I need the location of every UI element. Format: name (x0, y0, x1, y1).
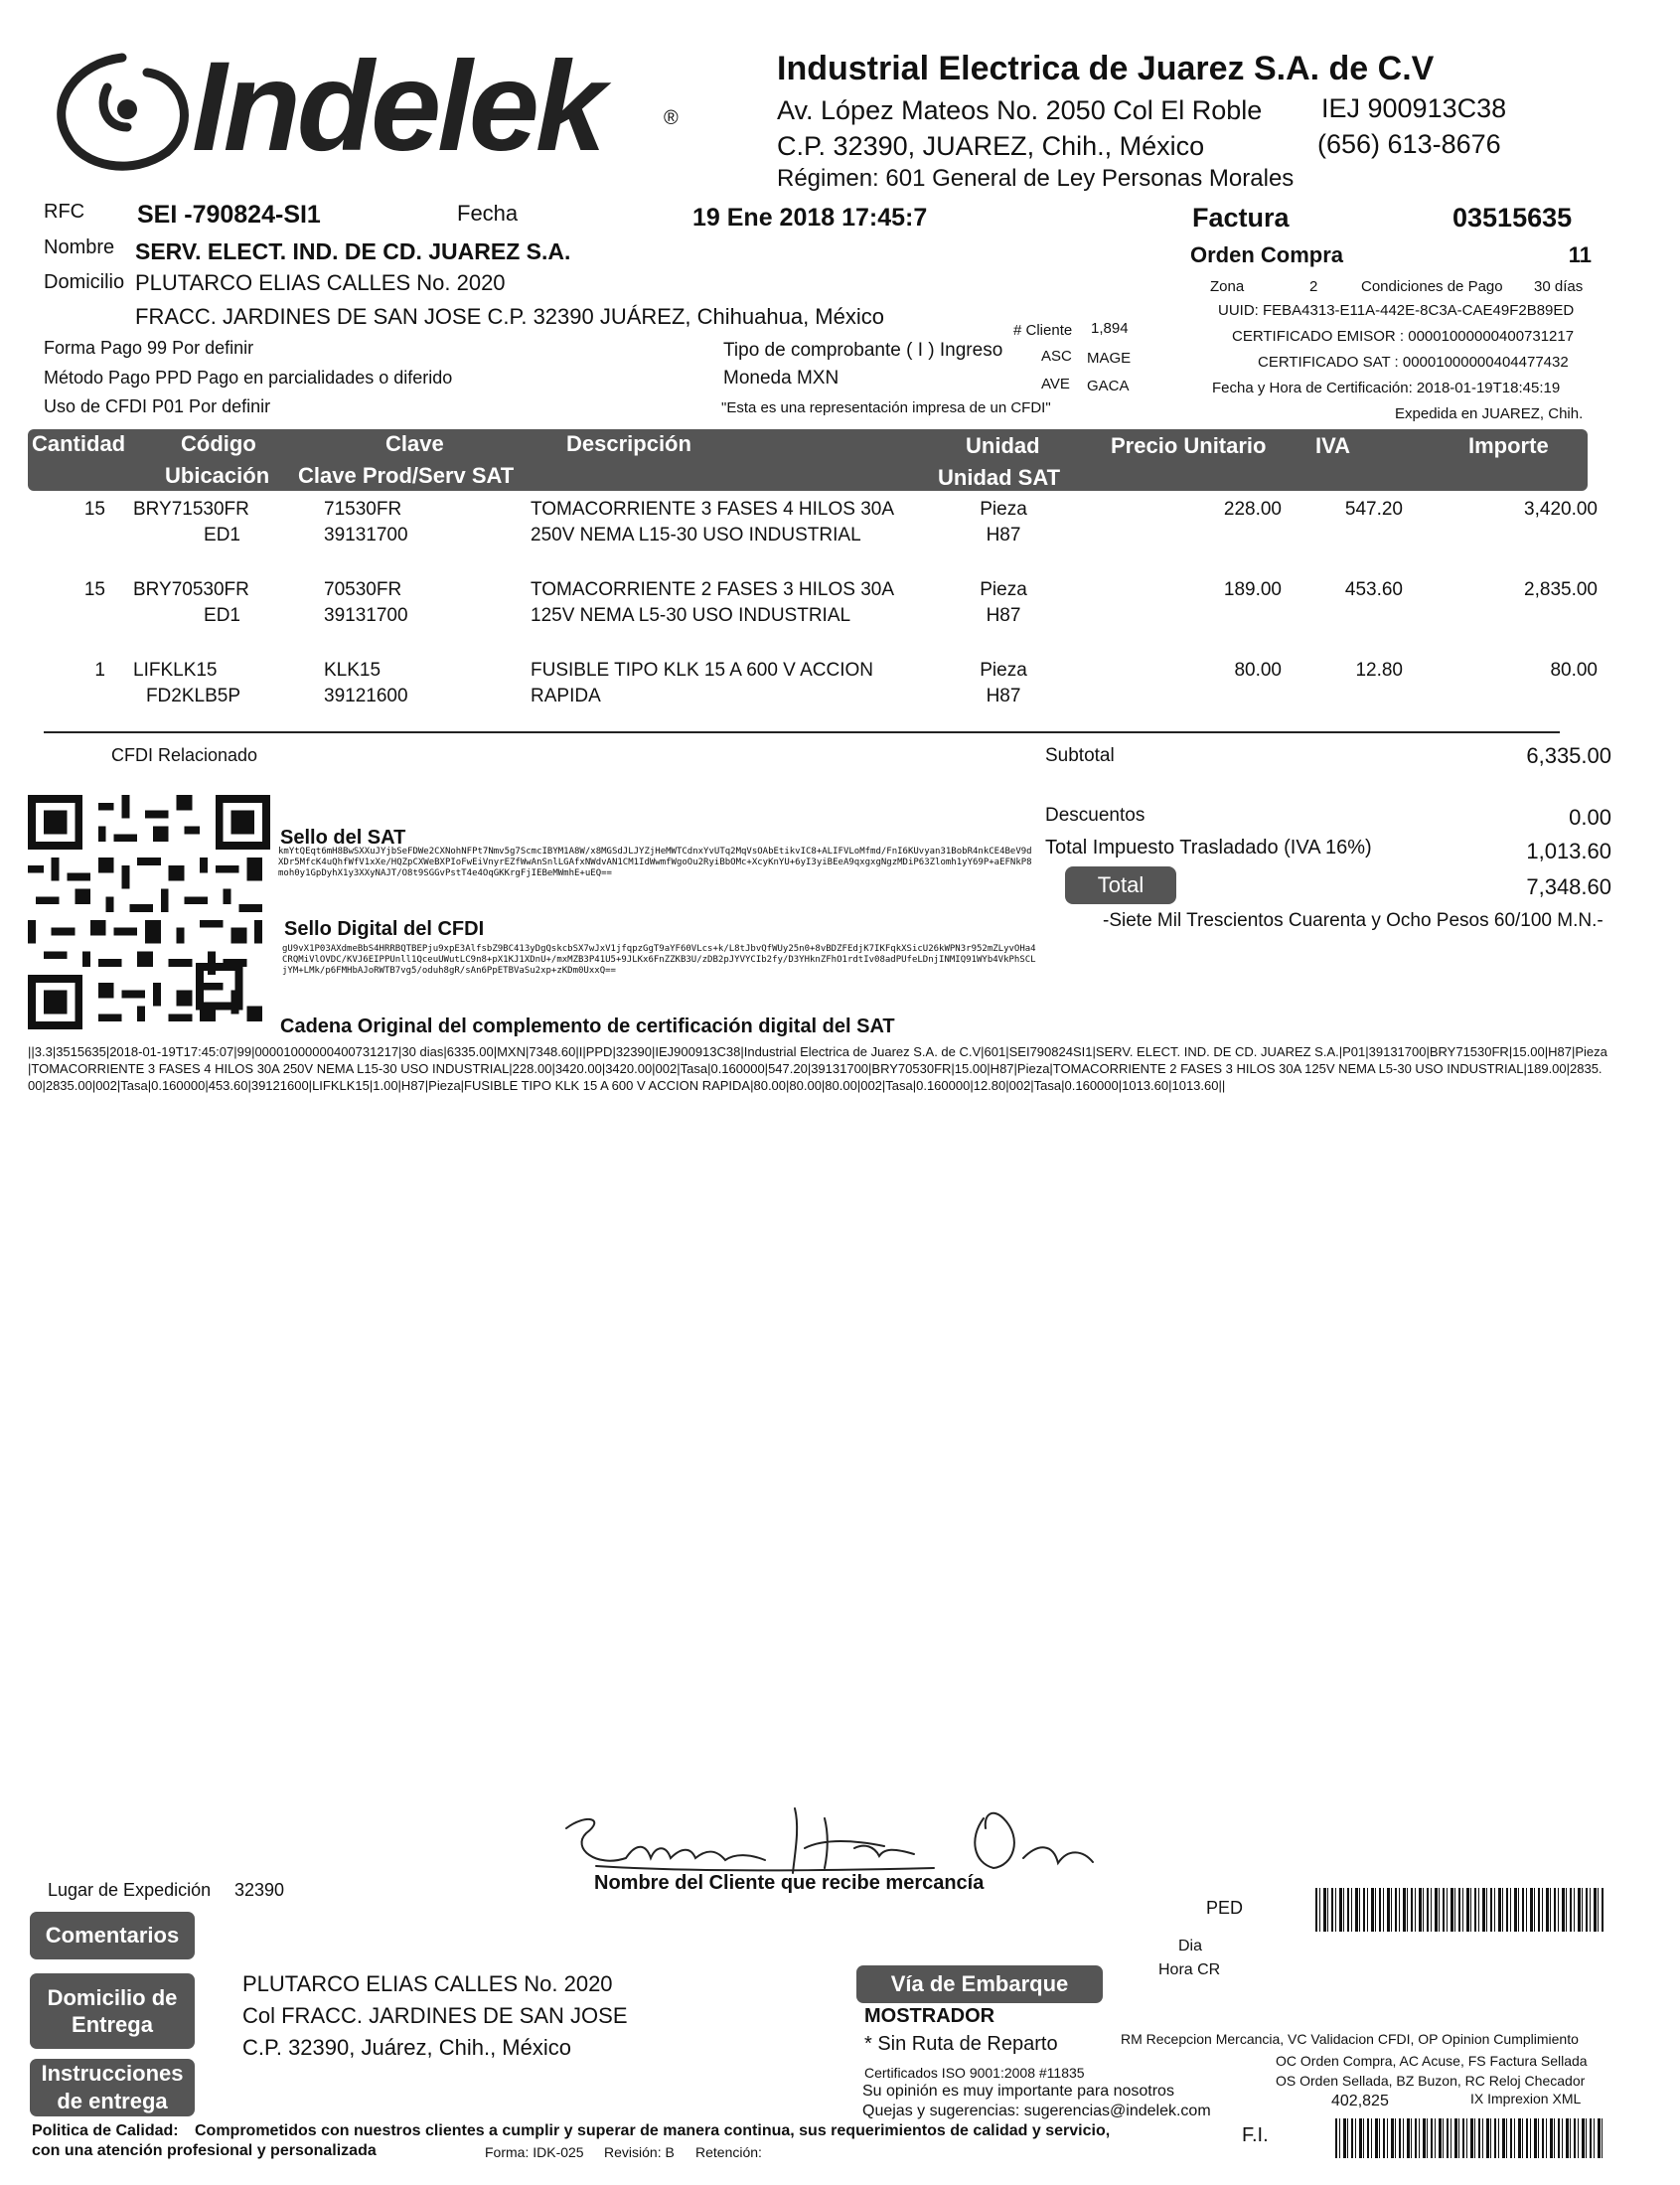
col-unidad-sat: Unidad SAT (938, 465, 1061, 490)
descuentos-label: Descuentos (1045, 805, 1145, 826)
row-clave: KLK15 (324, 660, 382, 681)
client-rfc: SEI -790824-SI1 (137, 201, 321, 229)
col-codigo: Código (181, 431, 256, 456)
via-embarque: MOSTRADOR (864, 2005, 995, 2027)
row-importe: 2,835.00 (1524, 579, 1598, 600)
col-cantidad: Cantidad (32, 431, 126, 456)
col-descripcion: Descripción (566, 431, 691, 456)
mage-code: MAGE (1087, 350, 1132, 367)
instrucciones-tab (30, 2059, 195, 2116)
row-clave-sat: 39121600 (324, 686, 408, 706)
representacion-cfdi: "Esta es una representación impresa de un CFDI" (721, 399, 1051, 416)
zona-label: Zona (1210, 278, 1245, 295)
total-in-words: -Siete Mil Trescientos Cuarenta y Ocho Pesos 60/100 M.N.- (1103, 910, 1604, 931)
client-address-2: FRACC. JARDINES DE SAN JOSE C.P. 32390 JUÁREZ, Chihuahua, México (135, 304, 884, 329)
legend-4: IX Imprexion XML (1470, 2091, 1582, 2107)
row-code: BRY70530FR (133, 579, 249, 600)
moneda: Moneda MXN (723, 368, 840, 389)
entrega-line-2: Col FRACC. JARDINES DE SAN JOSE (242, 2003, 628, 2028)
cert-sat: CERTIFICADO SAT : 00001000000404477432 (1258, 354, 1569, 371)
condiciones-value: 30 días (1534, 278, 1584, 295)
gaca-code: GACA (1087, 378, 1130, 394)
row-desc-1: TOMACORRIENTE 2 FASES 3 HILOS 30A (531, 579, 895, 600)
fi-label: F.I. (1242, 2124, 1269, 2146)
sello-cfdi: gU9vX1P03AXdmeBbS4HRRBQTBEPju9xpE3AlfsbZ9BC413yDgQskcbSX7wJxV1jfqpzGgT9aYF60VLcs+k/L8tJbvQfWUy25n0+8vBDZFEdjK7IKFqkXSicU26kWPN3r952mZLyvOHa4CRQMiVlOVDC/KVJ6EIPPUnll1QceuUWutLC9n8+pX1KJ1XDnU+/mxMZB3P41U5+9JLKx6FnZZKB3U/zDB2pJYVYCIb2fy/D3YHknZFhO1rdtIv08adPUfeLDnjINMIQ91WYb4VkPhSCLjYM+LMk/p6FMHbAJoRWTB7vg5/oduh8gR/sAn6PpETBVaSu2xp+zKDm0UxxQ== (282, 944, 1036, 976)
row-location: ED1 (204, 605, 240, 626)
factura-number: 03515635 (1452, 203, 1573, 233)
politica-text-2: con una atención profesional y personalizada (32, 2142, 377, 2159)
ruta-reparto: * Sin Ruta de Reparto (864, 2033, 1058, 2055)
forma-pago: Forma Pago 99 Por definir (44, 338, 254, 358)
uuid: UUID: FEBA4313-E11A-442E-8C3A-CAE49F2B89ED (1218, 302, 1575, 319)
row-unit: Pieza (980, 579, 1027, 600)
impuesto-value: 1,013.60 (1526, 839, 1611, 863)
orden-label: Orden Compra (1190, 242, 1344, 267)
domicilio-entrega-tab (30, 1973, 195, 2049)
col-importe: Importe (1468, 433, 1549, 458)
company-address-1: Av. López Mateos No. 2050 Col El Roble (777, 95, 1263, 125)
forma-code: Forma: IDK-025 (485, 2144, 584, 2160)
politica-text: Comprometidos con nuestros clientes a cumplir y superar de manera continua, sus requerimientos de calidad y servicio, (195, 2122, 1111, 2139)
client-name: SERV. ELECT. IND. DE CD. JUAREZ S.A. (135, 238, 571, 264)
comentarios-tab (30, 1912, 195, 1959)
col-unidad: Unidad (966, 433, 1040, 458)
revision: Revisión: B (604, 2144, 675, 2160)
impuesto-label: Total Impuesto Trasladado (IVA 16%) (1045, 837, 1372, 858)
cadena-label: Cadena Original del complemento de certificación digital del SAT (280, 1015, 895, 1037)
row-importe: 3,420.00 (1524, 499, 1598, 520)
descuentos-value: 0.00 (1569, 805, 1611, 830)
barcode-bottom (1335, 2118, 1604, 2158)
row-qty: 1 (94, 660, 105, 681)
company-rfc: IEJ 900913C38 (1321, 93, 1507, 123)
orden-number: 11 (1568, 242, 1592, 267)
row-iva: 12.80 (1355, 660, 1403, 681)
cert-iso: Certificados ISO 9001:2008 #11835 (864, 2065, 1085, 2081)
row-iva: 453.60 (1344, 579, 1403, 600)
comentarios-label: Comentarios (45, 1923, 180, 1948)
row-desc-1: TOMACORRIENTE 3 FASES 4 HILOS 30A (531, 499, 895, 520)
expedida-en: Expedida en JUAREZ, Chih. (1395, 405, 1584, 422)
quejas-text: Quejas y sugerencias: sugerencias@indelek.com (862, 2103, 1211, 2119)
entrega-line-3: C.P. 32390, Juárez, Chih., México (242, 2035, 571, 2060)
row-qty: 15 (83, 579, 105, 600)
row-qty: 15 (83, 499, 105, 520)
row-price: 189.00 (1223, 579, 1282, 600)
tipo-comprobante: Tipo de comprobante ( I ) Ingreso (723, 340, 1003, 361)
uso-cfdi: Uso de CFDI P01 Por definir (44, 396, 271, 416)
total-value: 7,348.60 (1526, 874, 1611, 899)
row-importe: 80.00 (1550, 660, 1598, 681)
row-clave-sat: 39131700 (324, 525, 408, 546)
row-clave-sat: 39131700 (324, 605, 408, 626)
rfc-label: RFC (44, 201, 85, 223)
subtotal-value: 6,335.00 (1526, 743, 1611, 768)
asc-code: ASC (1041, 348, 1072, 365)
row-price: 80.00 (1234, 660, 1282, 681)
via-embarque-label: Vía de Embarque (890, 1971, 1069, 1996)
fecha-label: Fecha (457, 201, 519, 226)
factura-label: Factura (1192, 203, 1290, 233)
lugar-expedicion: 32390 (234, 1880, 285, 1900)
lugar-expedicion-label: Lugar de Expedición (48, 1880, 212, 1900)
row-unit: Pieza (980, 499, 1027, 520)
col-iva: IVA (1315, 433, 1351, 458)
col-ubicacion: Ubicación (165, 463, 270, 488)
cliente-label: # Cliente (1013, 322, 1073, 339)
ave-code: AVE (1041, 376, 1070, 392)
sello-sat-label: Sello del SAT (280, 827, 406, 849)
row-code: LIFKLK15 (133, 660, 218, 681)
zona-value: 2 (1309, 278, 1318, 295)
nombre-label: Nombre (44, 236, 115, 258)
cfdi-relacionado: CFDI Relacionado (111, 745, 258, 765)
row-unit-sat: H87 (986, 605, 1021, 626)
col-clave-prod: Clave Prod/Serv SAT (298, 463, 515, 488)
row-desc-2: 250V NEMA L15-30 USO INDUSTRIAL (531, 525, 861, 546)
via-embarque-tab (856, 1965, 1103, 2003)
retencion: Retención: (695, 2144, 762, 2160)
logo-wordmark: Indelek (192, 36, 603, 178)
cert-emisor: CERTIFICADO EMISOR : 00001000000400731217 (1232, 328, 1575, 345)
company-logo (28, 28, 703, 197)
row-price: 228.00 (1223, 499, 1282, 520)
row-desc-1: FUSIBLE TIPO KLK 15 A 600 V ACCION (531, 660, 873, 681)
cadena-original: ||3.3|3515635|2018-01-19T17:45:07|99|00001000000400731217|30 dias|6335.00|MXN|7348.60|I|PPD|32390|IEJ900913C38|Industrial Electrica de Juarez S.A. de C.V|601|SEI790824SI1|SERV. ELECT. IND. DE CD. JUAREZ S.A.|P01|39131700|BRY71530FR|15.00|H87|Pieza|TOMACORRIENTE 3 FASES 4 HILOS 30A 250V NEMA L15-30 USO INDUSTRIAL|228.00|3420.00|3420.00|002|Tasa|0.160000|547.20|39131700|BRY70530FR|15.00|H87|Pieza|TOMACORRIENTE 2 FASES 3 HILOS 30A 125V NEMA L5-30 USO INDUSTRIAL|189.00|2835.00|2835.00|002|Tasa|0.160000|453.60|39121600|LIFKLK15|1.00|H87|Pieza|FUSIBLE TIPO KLK 15 A 600 V ACCION RAPIDA|80.00|80.00|80.00|002|Tasa|0.160000|12.80|002|Tasa|0.160000|1013.60|1013.60|| (28, 1044, 1607, 1093)
dia-label: Dia (1178, 1938, 1203, 1954)
metodo-pago: Método Pago PPD Pago en parcialidades o diferido (44, 368, 453, 388)
company-address-2: C.P. 32390, JUAREZ, Chih., México (777, 131, 1205, 161)
recibe-label: Nombre del Cliente que recibe mercancía (594, 1872, 985, 1894)
company-name: Industrial Electrica de Juarez S.A. de C.V (777, 50, 1435, 87)
legend-number: 402,825 (1331, 2093, 1389, 2109)
legend-1: RM Recepcion Mercancia, VC Validacion CFDI, OP Opinion Cumplimiento (1121, 2031, 1579, 2047)
table-divider (44, 731, 1560, 733)
sello-sat: kmYtQEqt6mH8BwSXXuJYjbSeFDWe2CXNohNFPt7Nmv5g7ScmcIBYM1A8W/x8MGSdJLJYZjHeMWTCdnxYvUTq2MqVsOAbEtikvIC8+ALIFVLoMfmd/FnI6KUvyan31BobR4nkCE4BeV9dXDr5MfcK4uQhfWfV1xXe/HQZpCXWeBXPIoFwEiVnyrEZfWwAnSnlLGAfxNWdvAN1CM1IdWwmfWgoOu2RyiBbOMc+XcyKnYU+6yI3yiBEeA9qxgxgNgzMDiP63Zlomh1yY69P+aEFNkP8moh0y1GpDyhX1y3XXyNAJT/O8t9SGGvPstT4e4OqGKKrgFjIEBeMWmhE+uEQ== (278, 847, 1032, 878)
barcode-top (1315, 1888, 1604, 1932)
instrucciones-label: Instrucciones de entrega (41, 2061, 184, 2113)
client-address-1: PLUTARCO ELIAS CALLES No. 2020 (135, 270, 506, 295)
legend-3: OS Orden Sellada, BZ Buzon, RC Reloj Checador (1276, 2073, 1586, 2089)
cliente-number: 1,894 (1091, 320, 1129, 337)
domicilio-entrega-label: Domicilio de Entrega (47, 1985, 178, 2037)
subtotal-label: Subtotal (1045, 745, 1115, 766)
row-clave: 71530FR (324, 499, 402, 520)
row-iva: 547.20 (1344, 499, 1403, 520)
ped-label: PED (1206, 1898, 1244, 1918)
politica-label: Politica de Calidad: (32, 2122, 179, 2139)
company-phone: (656) 613-8676 (1317, 129, 1501, 159)
fecha-certificacion: Fecha y Hora de Certificación: 2018-01-19T18:45:19 (1212, 380, 1561, 396)
row-unit-sat: H87 (986, 525, 1021, 546)
row-unit-sat: H87 (986, 686, 1021, 706)
registered-icon: ® (664, 107, 679, 129)
qr-code (26, 795, 272, 1029)
condiciones-label: Condiciones de Pago (1361, 278, 1503, 295)
invoice-date: 19 Ene 2018 17:45:7 (692, 204, 928, 232)
row-location: FD2KLB5P (145, 686, 240, 706)
row-unit: Pieza (980, 660, 1027, 681)
row-desc-2: 125V NEMA L5-30 USO INDUSTRIAL (531, 605, 851, 626)
company-regime: Régimen: 601 General de Ley Personas Morales (777, 165, 1295, 192)
entrega-line-1: PLUTARCO ELIAS CALLES No. 2020 (242, 1971, 613, 1996)
row-location: ED1 (204, 525, 240, 546)
total-label: Total (1097, 872, 1145, 897)
col-precio: Precio Unitario (1111, 433, 1267, 458)
row-clave: 70530FR (324, 579, 402, 600)
hora-label: Hora CR (1158, 1961, 1221, 1978)
total-badge (1065, 866, 1176, 904)
row-desc-2: RAPIDA (531, 686, 601, 706)
domicilio-label: Domicilio (44, 271, 125, 293)
opinion-text: Su opinión es muy importante para nosotros (862, 2083, 1174, 2100)
sello-cfdi-label: Sello Digital del CFDI (284, 918, 485, 940)
row-code: BRY71530FR (133, 499, 249, 520)
legend-2: OC Orden Compra, AC Acuse, FS Factura Sellada (1276, 2053, 1588, 2069)
col-clave: Clave (385, 431, 444, 456)
